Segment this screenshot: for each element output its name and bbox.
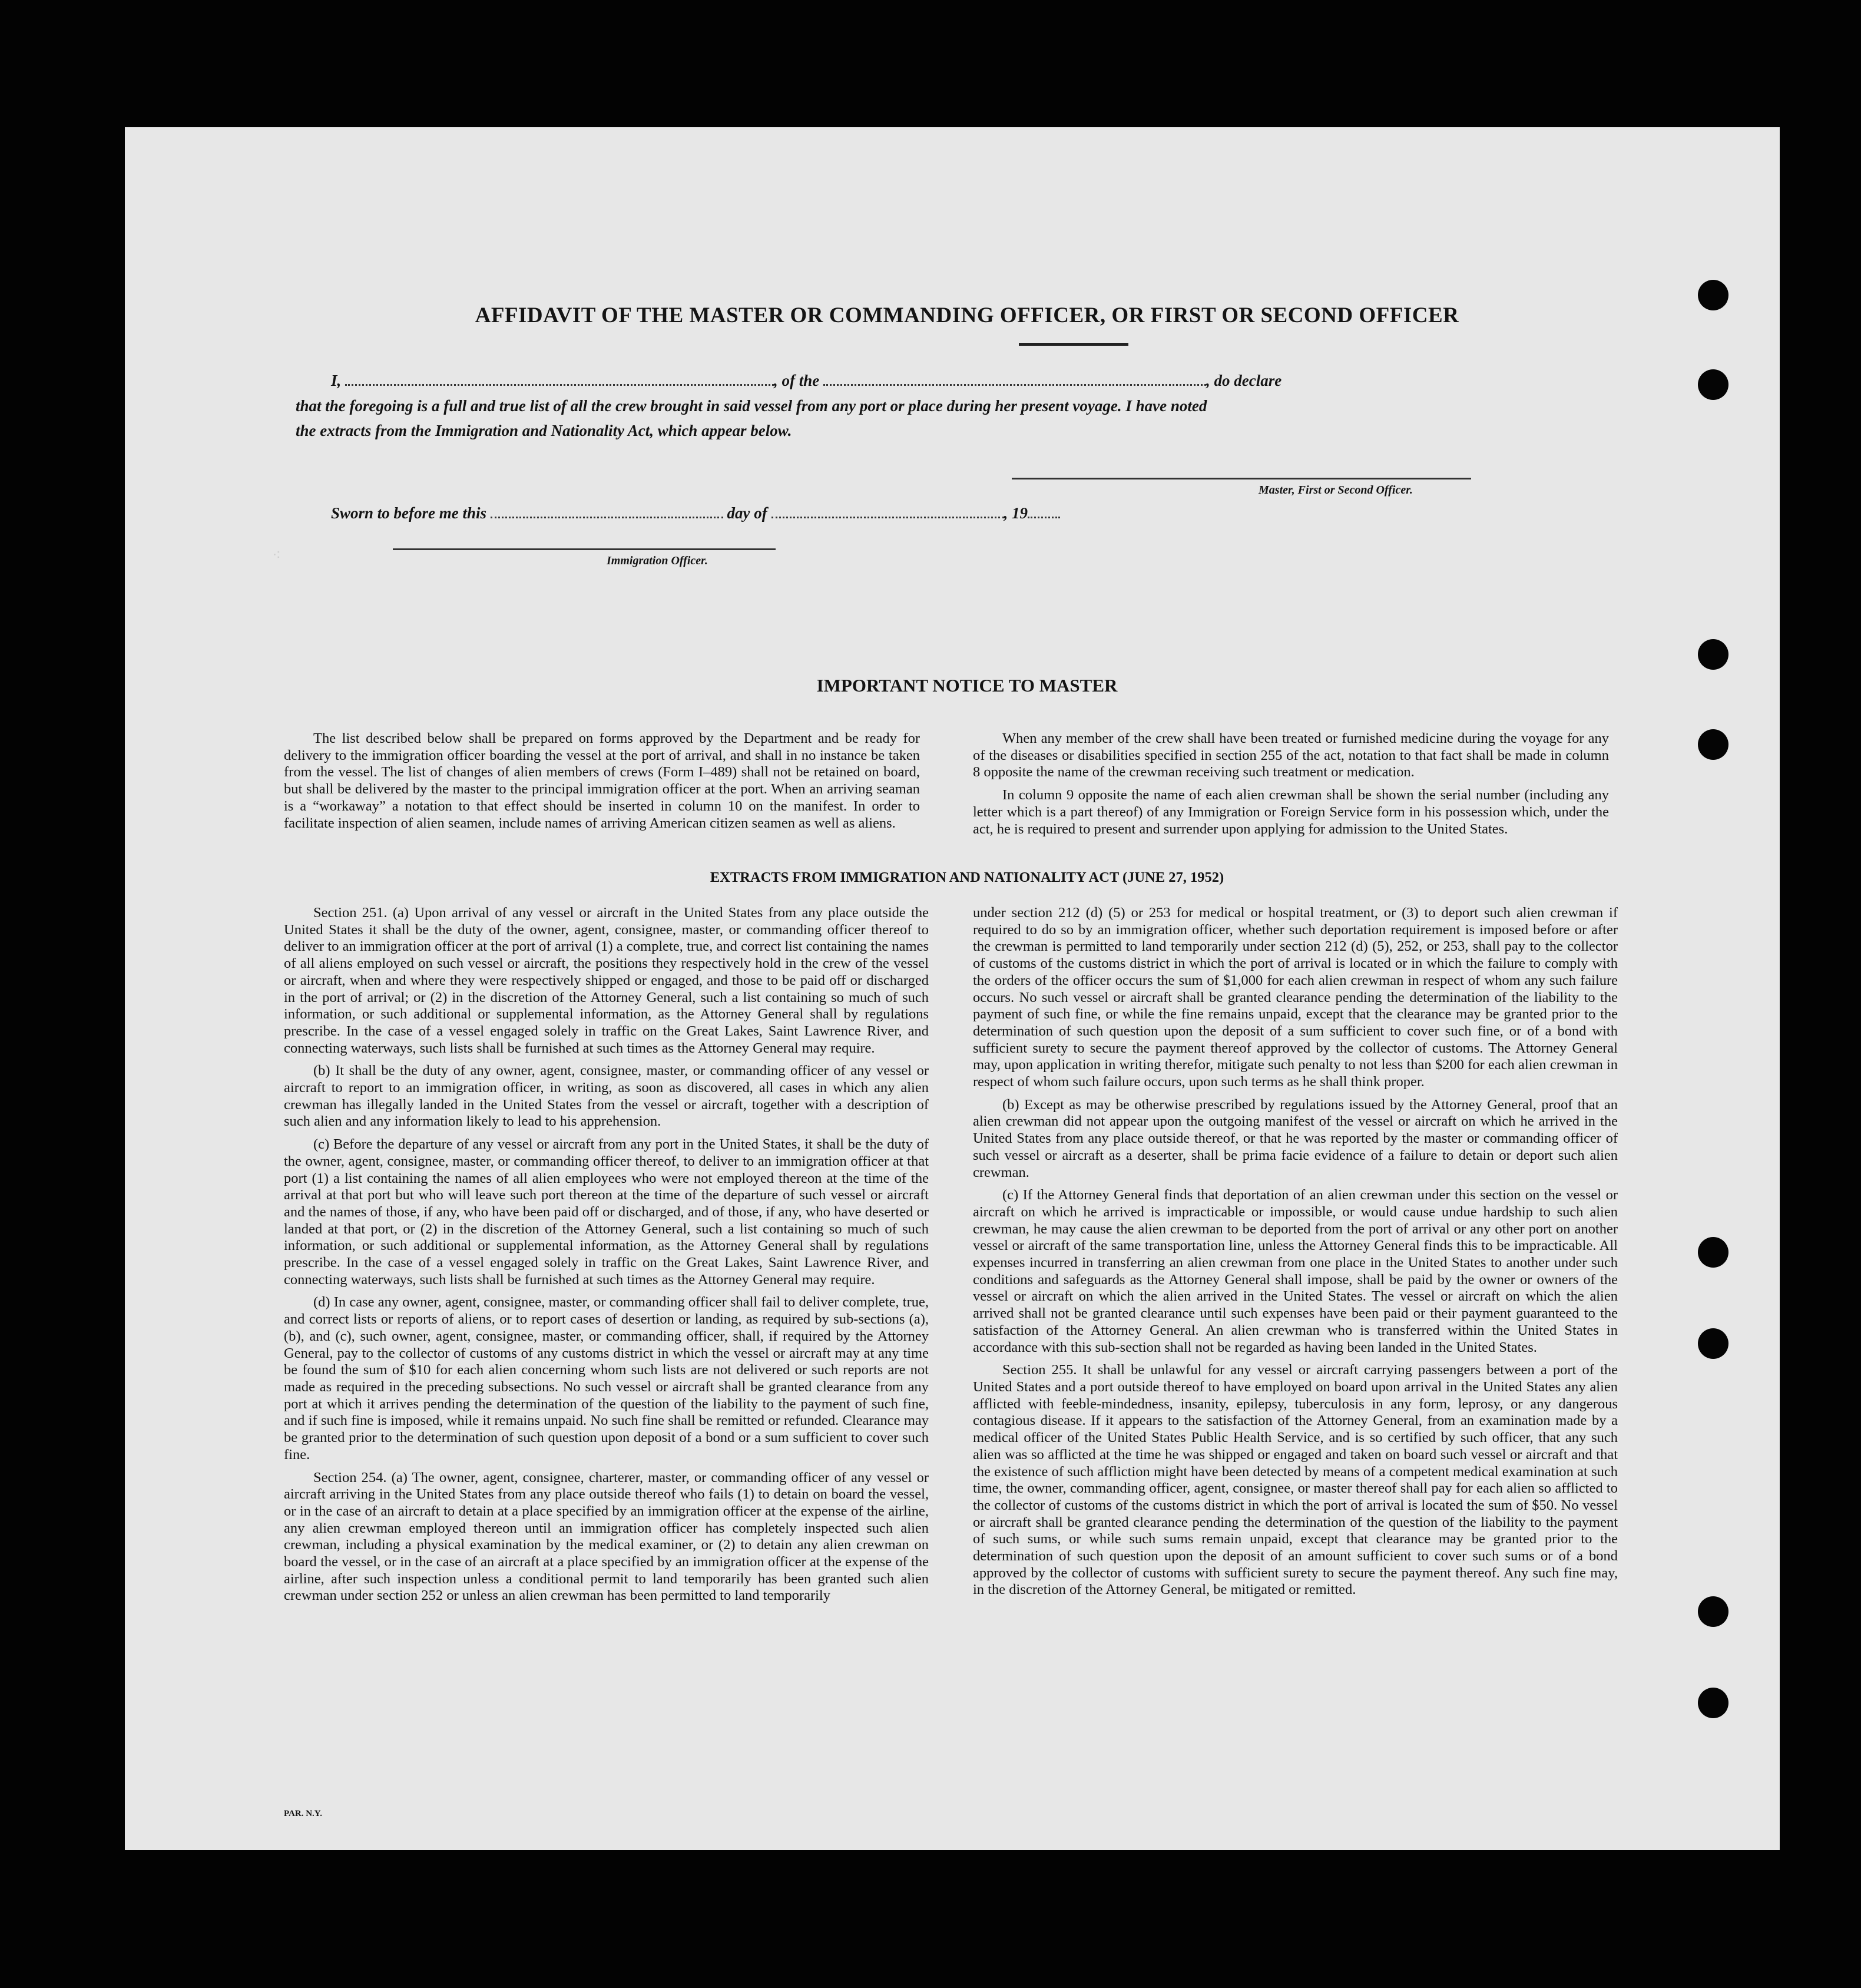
extracts-right-column xyxy=(973,905,1618,1605)
statute-paragraph: under section 212 (d) (5) or 253 for medical or hospital treatment, or (3) to deport such alien crewman if required to do so by an immigration officer, whether such deportation requirement is imposed before or after the crewman is permitted to land temporarily under section 212 (d) (5), 252, or 253, shall pay to the collector of customs of the customs district in which the port of arrival is located or in which the failure to comply with the orders of the officer occurs the sum of $1,000 for each alien crewman in respect of whom any such failure occurs. No such vessel or aircraft shall be granted clearance pending the determination of the liability to the payment of such fine, or while the fine remains unpaid, except that the clearance may be granted prior to the determination of such question upon the deposit of a sum sufficient to cover such fine, or of a bond with sufficient surety to secure the payment thereof approved by the collector of customs. The Attorney General may, upon application in writing therefor, mitigate such penalty to not less than $200 for each alien crewman in respect of whom such failure occurs, upon such terms as he shall think proper. xyxy=(973,905,1618,1090)
sworn-year-label: , 19 xyxy=(1004,504,1028,522)
punch-hole xyxy=(1698,1328,1728,1359)
punch-hole xyxy=(1698,369,1728,400)
sworn-day-of-label: day of xyxy=(727,504,767,522)
declare-i-label: I, xyxy=(331,372,342,389)
officer-signature-line xyxy=(393,548,776,550)
notice-paragraph: The list described below shall be prepared on forms approved by the Department and be ready for delivery to the immigration officer boarding the vessel at the port of arrival, and shall in no instance be taken from the vessel. The list of changes of alien members of crews (Form I–489) shall not be retained on board, but shall be delivered by the master to the principal immigration officer at the port. When an arriving seaman is a “workaway” a notation to that effect should be inserted in column 10 on the manifest. In order to facilitate inspection of alien seamen, include names of arriving American citizen seamen as well as aliens. xyxy=(284,730,920,831)
printer-mark: PAR. N.Y. xyxy=(284,1809,323,1818)
punch-hole xyxy=(1698,729,1728,760)
notice-right-column xyxy=(973,730,1609,844)
punch-hole xyxy=(1698,280,1728,310)
punch-hole xyxy=(1698,1237,1728,1268)
declaration-line-2: that the foregoing is a full and true list of all the crew brought in said vessel from any port or place during her present voyage. I have noted xyxy=(296,397,1207,415)
master-signature-line xyxy=(1012,478,1471,479)
name-blank xyxy=(345,373,774,386)
sworn-prefix: Sworn to before me this xyxy=(331,504,487,522)
declaration-line-1 xyxy=(331,372,1281,390)
declaration-line-3: the extracts from the Immigration and Nationality Act, which appear below. xyxy=(296,422,792,439)
statute-paragraph: (c) If the Attorney General finds that deportation of an alien crewman under this section on the vessel or aircraft on which he arrived is impracticable or impossible, or would cause undue hardship to such alien crewman, he may cause the alien crewman to be deported from the port of arrival or any other port on another vessel or aircraft of the same transportation line, unless the Attorney General finds this to be impracticable. All expenses incurred in transferring an alien crewman from one place in the United States to another under such conditions and safeguards as the Attorney General shall impose, shall be paid by the owner or owners of the vessel or aircraft on which the alien arrived in the United States. The vessel or aircraft on which the alien arrived shall not be granted clearance until such expenses have been paid or their payment guaranteed to the satisfaction of the Attorney General. An alien crewman who is transferred within the United States in accordance with this sub-section shall not be regarded as having been landed in the United States. xyxy=(973,1187,1618,1355)
statute-paragraph: (b) Except as may be otherwise prescribed by regulations issued by the Attorney General, proof that an alien crewman did not appear upon the outgoing manifest of the vessel or aircraft on which he arrived in the United States from any place outside thereof, or that he was reported by the master or commanding officer of such vessel or aircraft as a deserter, shall be prima facie evidence of a failure to detain or deport such alien crewman. xyxy=(973,1096,1618,1180)
do-declare-label: , do declare xyxy=(1206,372,1282,389)
punch-hole xyxy=(1698,639,1728,670)
statute-paragraph: Section 251. (a) Upon arrival of any vessel or aircraft in the United States from any place outside the United States it shall be the duty of the owner, agent, consignee, master, or commanding officer thereof to deliver to an immigration officer at the port of arrival (1) a complete, true, and correct list containing the names of all aliens employed on such vessel or aircraft, the positions they respectively hold in the crew of the vessel or aircraft, when and where they were respectively shipped or engaged, and those to be paid off or discharged in the port of arrival; or (2) in the discretion of the Attorney General, such a list containing so much of such information, or such additional or supplemental information, as the Attorney General shall by regulations prescribe. In the case of a vessel engaged solely in traffic on the Great Lakes, Saint Lawrence River, and connecting waterways, such lists shall be furnished at such times as the Attorney General may require. xyxy=(284,905,929,1056)
sworn-year-blank xyxy=(1028,506,1060,518)
statute-paragraph: (c) Before the departure of any vessel or aircraft from any port in the United States, it shall be the duty of the owner, agent, consignee, master, or commanding officer thereof, to deliver to an immigration officer at that port (1) a list containing the names of all alien employees who were not employed thereon at the time of the arrival at that port but who will leave such port thereon at the time of the departure of such vessel or aircraft and the names of those, if any, who have been paid off or discharged, and of those, if any, who have deserted or landed at that port, or (2) in the discretion of the Attorney General, such a list containing so much of such information, or such additional or supplemental information, as the Attorney General shall by regulations prescribe. In the case of a vessel engaged solely in traffic on the Great Lakes, Saint Lawrence River, and connecting waterways, such lists shall be furnished at such times as the Attorney General may require. xyxy=(284,1136,929,1288)
master-signature-caption: Master, First or Second Officer. xyxy=(1259,484,1413,497)
faint-mark: ⁖ xyxy=(272,547,282,564)
sworn-month-blank xyxy=(771,506,1004,518)
statute-paragraph: (d) In case any owner, agent, consignee, master, or commanding officer shall fail to deliver complete, true, and correct lists or reports of aliens, or to report cases of desertion or landing, as required by sub-sections (a), (b), and (c), such owner, agent, consignee, master, or commanding officer, shall, if required by the Attorney General, pay to the collector of customs of any customs district in which the vessel or aircraft may at any time be found the sum of $10 for each alien concerning whom such lists are not delivered or such reports are not made as required in the preceding subsections. No such vessel or aircraft shall be granted clearance from any port at which it arrives pending the determination of the question of the liability to the payment of such fine, and if such fine is imposed, while it remains unpaid. No such fine shall be remitted or refunded. Clearance may be granted prior to the determination of such question upon deposit of a bond or a sum sufficient to cover such fine. xyxy=(284,1294,929,1463)
notice-title: IMPORTANT NOTICE TO MASTER xyxy=(816,675,1118,696)
affidavit-title: AFFIDAVIT OF THE MASTER OR COMMANDING OFFICER, OR FIRST OR SECOND OFFICER xyxy=(475,303,1459,328)
notice-paragraph: In column 9 opposite the name of each alien crewman shall be shown the serial number (including any letter which is a part thereof) of any Immigration or Foreign Service form in his possession which, under the act, he is required to present and surrender upon applying for admission to the United States. xyxy=(973,787,1609,837)
punch-hole xyxy=(1698,1596,1728,1627)
vessel-blank xyxy=(823,373,1206,386)
statute-paragraph: (b) It shall be the duty of any owner, agent, consignee, master, or commanding officer of any vessel or aircraft to report to an immigration officer, in writing, as soon as discovered, all cases in which any alien crewman has illegally landed in the United States from the vessel or aircraft, together with a description of such alien and any information likely to lead to his apprehension. xyxy=(284,1063,929,1130)
statute-paragraph: Section 254. (a) The owner, agent, consignee, charterer, master, or commanding officer of any vessel or aircraft arriving in the United States from any place outside thereof who fails (1) to detain on board the vessel, or in the case of an aircraft to detain at a place specified by an immigration officer at the expense of the airline, any alien crewman employed thereon until an immigration officer has completely inspected such alien crewman, including a physical examination by the medical examiner, or (2) to detain any alien crewman on board the vessel, or in the case of an aircraft at a place specified by an immigration officer at the expense of the airline, after such inspection unless a conditional permit to land temporarily has been granted such alien crewman under section 252 or unless an alien crewman has been permitted to land temporarily xyxy=(284,1469,929,1604)
notice-paragraph: When any member of the crew shall have been treated or furnished medicine during the voyage for any of the diseases or disabilities specified in section 255 of the act, notation to that fact shall be made in column 8 opposite the name of the crewman receiving such treatment or medication. xyxy=(973,730,1609,780)
sworn-day-blank xyxy=(491,506,723,518)
extracts-title: EXTRACTS FROM IMMIGRATION AND NATIONALITY ACT (JUNE 27, 1952) xyxy=(710,869,1224,885)
punch-hole xyxy=(1698,1688,1728,1718)
officer-signature-caption: Immigration Officer. xyxy=(607,554,708,567)
form-page xyxy=(125,127,1780,1850)
of-the-label: , of the xyxy=(774,372,820,389)
notice-left-column xyxy=(284,730,920,838)
sworn-line xyxy=(331,504,1060,522)
statute-paragraph: Section 255. It shall be unlawful for any vessel or aircraft carrying passengers between a port of the United States and a port outside thereof to have employed on board upon arrival in the United States any alien afflicted with feeble-mindedness, insanity, epilepsy, tuberculosis in any form, leprosy, or any dangerous contagious disease. If it appears to the satisfaction of the Attorney General, from an examination made by a medical officer of the United States Public Health Service, and is so certified by such officer, that any such alien was so afflicted at the time he was shipped or engaged and taken on board such vessel or aircraft and that the existence of such affliction might have been detected by means of a competent medical examination at such time, the owner, commanding officer, agent, consignee, or master thereof shall pay for each alien so afflicted to the collector of customs of the customs district in which the port of arrival is located the sum of $50. No vessel or aircraft shall be granted clearance pending the determination of the question of the liability to the payment of such sums, or while such sums remain unpaid, except that clearance may be granted prior to the determination of such question upon the deposit of an amount sufficient to cover such sums or of a bond approved by the collector of customs with sufficient surety to secure the payment thereof. Any such fine may, in the discretion of the Attorney General, be mitigated or remitted. xyxy=(973,1362,1618,1598)
extracts-left-column xyxy=(284,905,929,1610)
title-underline xyxy=(1019,343,1128,346)
